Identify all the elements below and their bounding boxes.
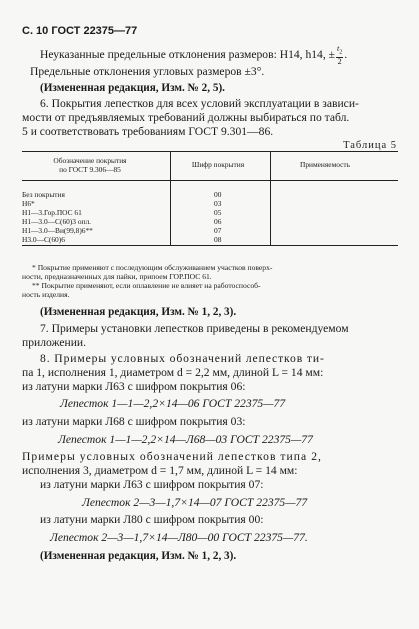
paragraph-8-line-3: из латуни марки Л63 с шифром покрытия 06:	[22, 380, 246, 393]
column-header-coating	[30, 156, 150, 174]
designation-example-2: Лепесток 1—1—2,2×14—Л68—03 ГОСТ 22375—77	[58, 433, 313, 446]
amendment-note-1: (Измененная редакция, Изм. № 2, 5).	[40, 82, 225, 94]
table-cell-code: 05	[214, 208, 222, 217]
table-column-divider-2	[270, 151, 271, 245]
table-cell-code: 03	[214, 199, 222, 208]
angular-tolerance-line: Предельные отклонения угловых размеров ±3°.	[30, 65, 265, 78]
table-header-rule	[22, 180, 398, 181]
footnote-line-2: ности, предназначенных для пайки, припоем ГОР.ПОС 61.	[22, 272, 212, 281]
paragraph-8-lead: 8. Примеры условных обозначений лепестков ти-	[40, 352, 325, 365]
fraction-denominator: 2	[337, 56, 342, 66]
table-cell-code: 07	[214, 226, 222, 235]
footnote-line-3: ** Покрытие применяют, если оплавление не влияет на работоспособ-	[32, 281, 261, 290]
designation-example-3: Лепесток 2—3—1,7×14—07 ГОСТ 22375—77	[82, 496, 308, 509]
designation-example-4: Лепесток 2—3—1,7×14—Л80—00 ГОСТ 22375—77.	[50, 531, 308, 544]
table-cell-coating: Н6*	[22, 199, 35, 208]
column-header-code: Шифр покрытия	[191, 160, 245, 169]
paragraph-9-line-4: из латуни марки Л80 с шифром покрытия 00:	[40, 513, 264, 526]
table-column-divider-1	[170, 151, 171, 245]
paragraph-8-line-4: из латуни марки Л68 с шифром покрытия 03:	[22, 415, 246, 428]
fraction-subscript: 2	[339, 49, 343, 56]
paragraph-7-line-2: приложении.	[22, 336, 87, 349]
table-cell-code: 08	[214, 235, 222, 244]
table-cell-coating: Н1—3.0—С(60)3 опл.	[22, 217, 92, 226]
page-number: С. 10	[22, 25, 49, 37]
footnote-line-4: ность изделия.	[22, 290, 70, 299]
table-cell-coating: Н3.0—С(60)6	[22, 235, 65, 244]
fraction-numerator: t	[337, 44, 340, 53]
table-cell-code: 06	[214, 217, 222, 226]
paragraph-6-line-2: мости от предъявляемых требований должны выбираться по табл.	[22, 111, 350, 124]
paragraph-9-lead: Примеры условных обозначений лепестков типа 2,	[22, 450, 322, 463]
tolerance-end: .	[344, 47, 348, 61]
paragraph-6-line-3: 5 и соответствовать требованиям ГОСТ 9.301—86.	[22, 125, 274, 138]
footnote-line-1: * Покрытие применяют с последующим обслуживанием участков поверх-	[32, 263, 273, 272]
table-cell-coating: Н1—3.0—Ви(99,8)6**	[22, 226, 93, 235]
running-header	[22, 24, 137, 38]
table-caption: Таблица 5	[343, 140, 397, 151]
column-header-coating-text: Обозначение покрытия по ГОСТ 9.306—85	[53, 156, 127, 174]
column-header-usage: Применяемость	[299, 160, 351, 169]
tolerance-line	[40, 45, 347, 66]
amendment-note-3: (Измененная редакция, Изм. № 1, 2, 3).	[40, 550, 237, 562]
table-cell-coating: Без покрытия	[22, 190, 65, 199]
paragraph-7-line-1: 7. Примеры установки лепестков приведены в рекомендуемом	[40, 322, 349, 335]
document-reference: ГОСТ 22375—77	[51, 25, 138, 37]
table-bottom-rule	[22, 245, 398, 246]
paragraph-9-line-3: из латуни марки Л63 с шифром покрытия 07:	[40, 478, 264, 491]
table-top-rule	[22, 151, 398, 152]
tolerance-text: Неуказанные предельные отклонения размеров: Н14, h14, ±	[40, 47, 336, 61]
paragraph-9-line-2: исполнения 3, диаметром d = 1,7 мм, длиной L = 14 мм:	[22, 464, 298, 477]
tolerance-fraction	[336, 45, 343, 66]
paragraph-8-line-2: па 1, исполнения 1, диаметром d = 2,2 мм, длиной L = 14 мм:	[22, 366, 324, 379]
designation-example-1: Лепесток 1—1—2,2×14—06 ГОСТ 22375—77	[60, 397, 286, 410]
amendment-note-2: (Измененная редакция, Изм. № 1, 2, 3).	[40, 306, 237, 318]
paragraph-6-line-1: 6. Покрытия лепестков для всех условий эксплуатации в зависи-	[40, 97, 359, 110]
table-cell-coating: Н1—3.Гор.ПОС 61	[22, 208, 82, 217]
table-cell-code: 00	[214, 190, 222, 199]
